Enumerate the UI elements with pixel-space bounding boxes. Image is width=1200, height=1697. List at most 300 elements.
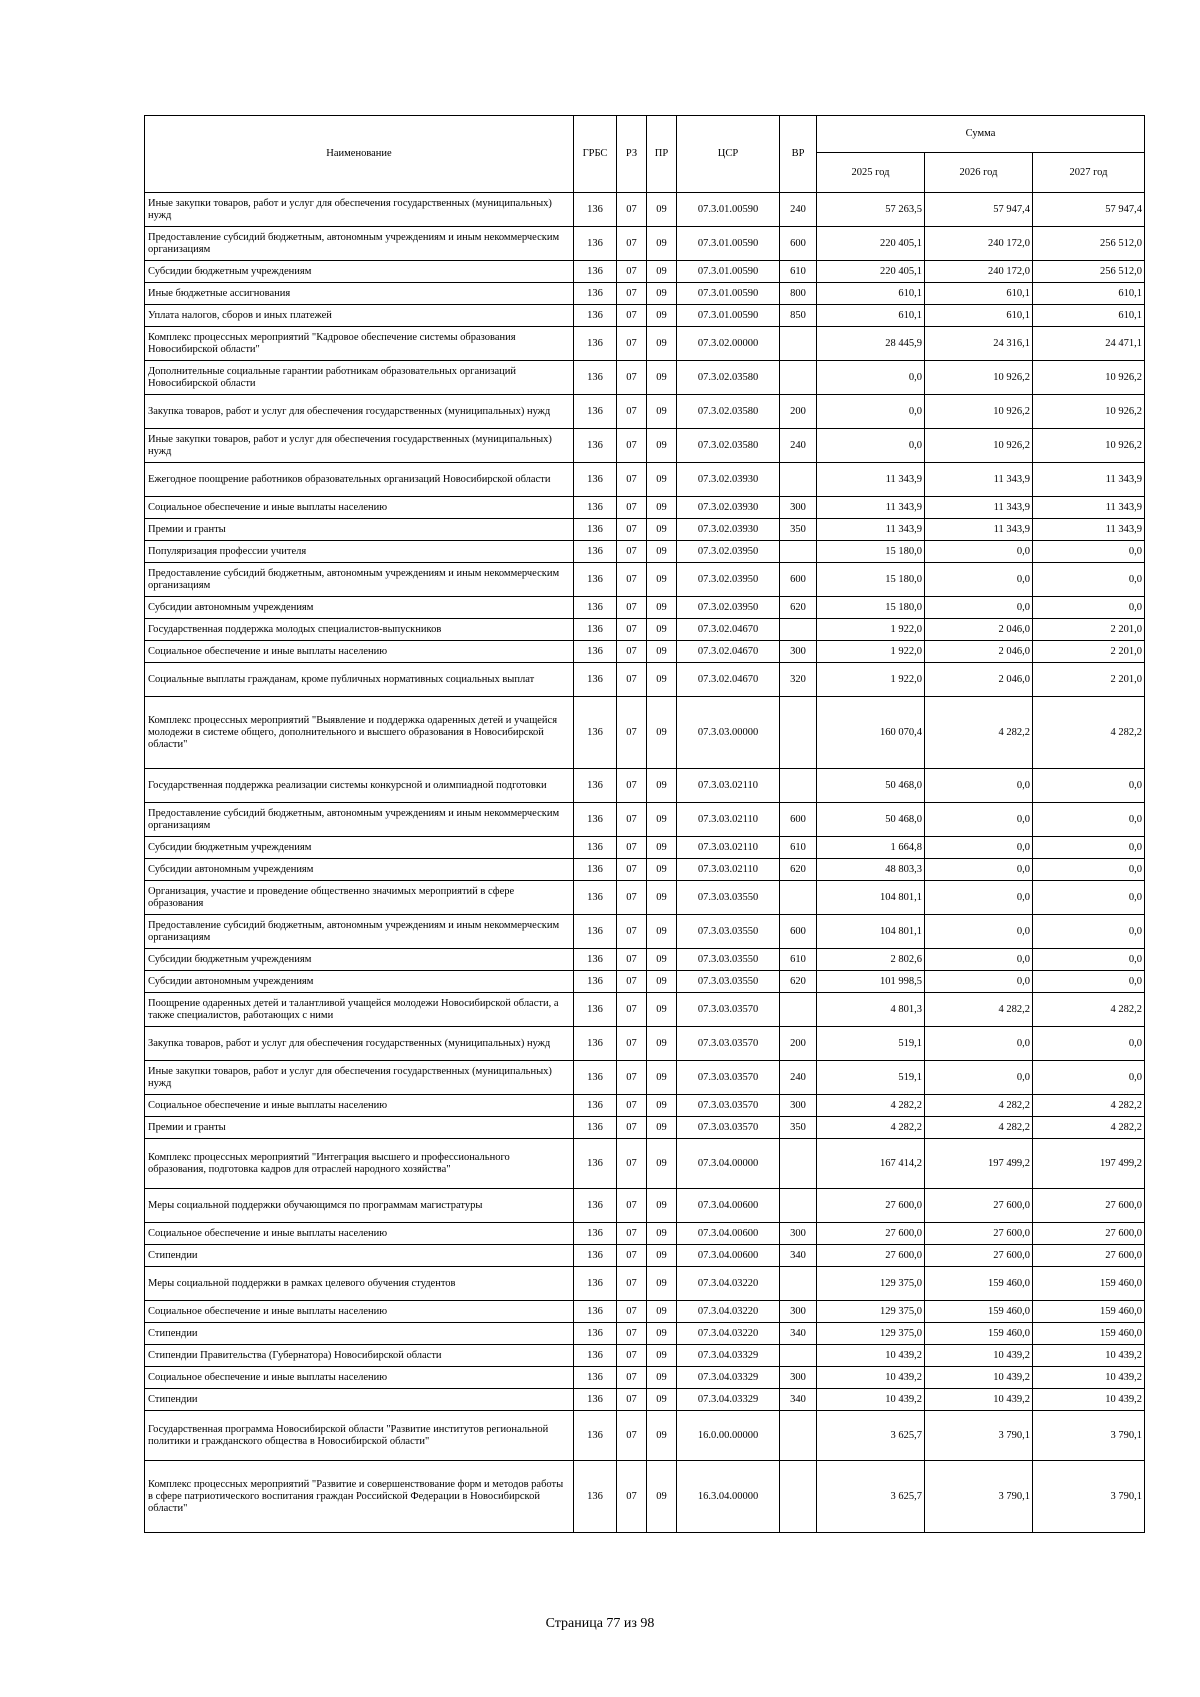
row-value-2027: 0,0: [1033, 837, 1145, 859]
row-name: Государственная программа Новосибирской области "Развитие институтов региональной политики и гражданского общества в Новосибирской области": [145, 1411, 574, 1461]
row-rz: 07: [617, 283, 647, 305]
table-row: [145, 915, 1145, 949]
row-grbs: 136: [574, 1027, 617, 1061]
row-rz: 07: [617, 327, 647, 361]
row-csr: 07.3.02.03930: [677, 497, 780, 519]
row-value-2026: 10 926,2: [925, 429, 1033, 463]
header-rz: РЗ: [617, 116, 647, 193]
row-name: Предоставление субсидий бюджетным, автономным учреждениям и иным некоммерческим организациям: [145, 563, 574, 597]
row-value-2026: 0,0: [925, 915, 1033, 949]
row-vr: 240: [780, 1061, 817, 1095]
row-name: Иные закупки товаров, работ и услуг для обеспечения государственных (муниципальных) нужд: [145, 1061, 574, 1095]
row-vr: 350: [780, 1117, 817, 1139]
row-csr: 07.3.03.03570: [677, 1117, 780, 1139]
row-vr: 600: [780, 803, 817, 837]
row-name: Субсидии автономным учреждениям: [145, 971, 574, 993]
table-row: [145, 1117, 1145, 1139]
row-vr: [780, 541, 817, 563]
row-vr: [780, 619, 817, 641]
row-name: Организация, участие и проведение общественно значимых мероприятий в сфере образования: [145, 881, 574, 915]
table-row: [145, 1267, 1145, 1301]
row-value-2027: 10 439,2: [1033, 1389, 1145, 1411]
row-rz: 07: [617, 1061, 647, 1095]
row-csr: 07.3.03.02110: [677, 769, 780, 803]
row-rz: 07: [617, 769, 647, 803]
row-rz: 07: [617, 563, 647, 597]
row-value-2025: 27 600,0: [817, 1189, 925, 1223]
row-grbs: 136: [574, 597, 617, 619]
row-grbs: 136: [574, 1323, 617, 1345]
table-row: [145, 327, 1145, 361]
row-vr: 300: [780, 1223, 817, 1245]
row-pr: 09: [647, 1301, 677, 1323]
row-grbs: 136: [574, 563, 617, 597]
row-value-2025: 1 922,0: [817, 641, 925, 663]
row-vr: [780, 1461, 817, 1533]
row-value-2025: 220 405,1: [817, 227, 925, 261]
row-vr: 610: [780, 837, 817, 859]
row-rz: 07: [617, 915, 647, 949]
row-value-2025: 0,0: [817, 395, 925, 429]
table-row: [145, 837, 1145, 859]
row-value-2025: 1 664,8: [817, 837, 925, 859]
row-value-2027: 27 600,0: [1033, 1223, 1145, 1245]
row-value-2027: 4 282,2: [1033, 993, 1145, 1027]
table-row: [145, 1189, 1145, 1223]
row-grbs: 136: [574, 261, 617, 283]
row-value-2027: 0,0: [1033, 915, 1145, 949]
row-pr: 09: [647, 463, 677, 497]
row-value-2025: 3 625,7: [817, 1411, 925, 1461]
row-pr: 09: [647, 859, 677, 881]
row-name: Стипендии: [145, 1323, 574, 1345]
table-row: [145, 1245, 1145, 1267]
row-value-2027: 27 600,0: [1033, 1245, 1145, 1267]
row-value-2025: 27 600,0: [817, 1245, 925, 1267]
row-value-2025: 10 439,2: [817, 1345, 925, 1367]
row-rz: 07: [617, 361, 647, 395]
row-pr: 09: [647, 497, 677, 519]
row-value-2025: 11 343,9: [817, 497, 925, 519]
row-value-2027: 2 201,0: [1033, 663, 1145, 697]
row-vr: 300: [780, 1095, 817, 1117]
row-grbs: 136: [574, 1189, 617, 1223]
table-row: [145, 227, 1145, 261]
row-value-2027: 159 460,0: [1033, 1301, 1145, 1323]
row-value-2025: 1 922,0: [817, 619, 925, 641]
row-value-2026: 159 460,0: [925, 1267, 1033, 1301]
row-vr: 340: [780, 1245, 817, 1267]
row-value-2027: 10 926,2: [1033, 395, 1145, 429]
row-vr: 800: [780, 283, 817, 305]
row-value-2027: 0,0: [1033, 541, 1145, 563]
row-name: Стипендии: [145, 1389, 574, 1411]
header-year-2025: 2025 год: [817, 153, 925, 193]
row-value-2026: 2 046,0: [925, 619, 1033, 641]
row-vr: 300: [780, 1301, 817, 1323]
row-name: Субсидии автономным учреждениям: [145, 859, 574, 881]
row-value-2026: 11 343,9: [925, 497, 1033, 519]
row-pr: 09: [647, 305, 677, 327]
row-value-2026: 10 926,2: [925, 395, 1033, 429]
row-name: Социальное обеспечение и иные выплаты населению: [145, 1223, 574, 1245]
table-row: [145, 1061, 1145, 1095]
row-value-2026: 0,0: [925, 1061, 1033, 1095]
row-pr: 09: [647, 283, 677, 305]
row-pr: 09: [647, 881, 677, 915]
row-csr: 07.3.02.03950: [677, 563, 780, 597]
row-value-2025: 610,1: [817, 305, 925, 327]
row-pr: 09: [647, 519, 677, 541]
row-csr: 07.3.03.03550: [677, 881, 780, 915]
row-pr: 09: [647, 1061, 677, 1095]
row-value-2026: 240 172,0: [925, 261, 1033, 283]
row-value-2025: 2 802,6: [817, 949, 925, 971]
table-row: [145, 769, 1145, 803]
row-value-2025: 220 405,1: [817, 261, 925, 283]
row-name: Социальное обеспечение и иные выплаты населению: [145, 1367, 574, 1389]
row-vr: 320: [780, 663, 817, 697]
row-grbs: 136: [574, 993, 617, 1027]
row-pr: 09: [647, 1223, 677, 1245]
row-value-2026: 4 282,2: [925, 697, 1033, 769]
row-pr: 09: [647, 1095, 677, 1117]
row-name: Социальные выплаты гражданам, кроме публичных нормативных социальных выплат: [145, 663, 574, 697]
row-name: Иные закупки товаров, работ и услуг для обеспечения государственных (муниципальных) нужд: [145, 429, 574, 463]
row-rz: 07: [617, 1411, 647, 1461]
row-csr: 07.3.04.00000: [677, 1139, 780, 1189]
row-csr: 07.3.01.00590: [677, 261, 780, 283]
row-pr: 09: [647, 395, 677, 429]
row-value-2025: 519,1: [817, 1027, 925, 1061]
row-name: Закупка товаров, работ и услуг для обеспечения государственных (муниципальных) нужд: [145, 1027, 574, 1061]
row-csr: 07.3.03.02110: [677, 803, 780, 837]
row-vr: [780, 1267, 817, 1301]
table-row: [145, 361, 1145, 395]
row-value-2025: 11 343,9: [817, 519, 925, 541]
row-csr: 07.3.04.00600: [677, 1223, 780, 1245]
row-value-2025: 519,1: [817, 1061, 925, 1095]
row-value-2026: 4 282,2: [925, 1117, 1033, 1139]
table-row: [145, 541, 1145, 563]
row-grbs: 136: [574, 881, 617, 915]
row-value-2027: 0,0: [1033, 1027, 1145, 1061]
row-rz: 07: [617, 463, 647, 497]
row-rz: 07: [617, 881, 647, 915]
table-header: [145, 116, 1145, 193]
row-value-2025: 129 375,0: [817, 1323, 925, 1345]
row-name: Государственная поддержка реализации системы конкурсной и олимпиадной подготовки: [145, 769, 574, 803]
row-pr: 09: [647, 1389, 677, 1411]
row-csr: 07.3.04.03220: [677, 1267, 780, 1301]
row-rz: 07: [617, 497, 647, 519]
row-rz: 07: [617, 949, 647, 971]
row-pr: 09: [647, 993, 677, 1027]
row-value-2025: 15 180,0: [817, 563, 925, 597]
row-value-2025: 610,1: [817, 283, 925, 305]
row-rz: 07: [617, 305, 647, 327]
row-pr: 09: [647, 915, 677, 949]
row-name: Стипендии: [145, 1245, 574, 1267]
row-grbs: 136: [574, 859, 617, 881]
row-pr: 09: [647, 563, 677, 597]
row-name: Социальное обеспечение и иные выплаты населению: [145, 1095, 574, 1117]
row-vr: 300: [780, 497, 817, 519]
row-rz: 07: [617, 1095, 647, 1117]
row-rz: 07: [617, 859, 647, 881]
row-value-2027: 10 926,2: [1033, 361, 1145, 395]
row-csr: 07.3.01.00590: [677, 305, 780, 327]
table-row: [145, 641, 1145, 663]
row-vr: 600: [780, 227, 817, 261]
table-row: [145, 1027, 1145, 1061]
row-rz: 07: [617, 993, 647, 1027]
row-pr: 09: [647, 361, 677, 395]
table-row: [145, 563, 1145, 597]
table-row: [145, 1301, 1145, 1323]
row-csr: 07.3.01.00590: [677, 193, 780, 227]
row-csr: 07.3.02.03930: [677, 463, 780, 497]
row-rz: 07: [617, 193, 647, 227]
row-rz: 07: [617, 1345, 647, 1367]
row-value-2027: 0,0: [1033, 881, 1145, 915]
row-pr: 09: [647, 1027, 677, 1061]
row-csr: 07.3.04.00600: [677, 1189, 780, 1223]
row-value-2026: 2 046,0: [925, 663, 1033, 697]
table-row: [145, 881, 1145, 915]
row-value-2027: 0,0: [1033, 949, 1145, 971]
row-value-2026: 57 947,4: [925, 193, 1033, 227]
row-pr: 09: [647, 1411, 677, 1461]
row-grbs: 136: [574, 1411, 617, 1461]
row-csr: 16.3.04.00000: [677, 1461, 780, 1533]
row-value-2026: 10 439,2: [925, 1345, 1033, 1367]
row-vr: [780, 1345, 817, 1367]
row-rz: 07: [617, 395, 647, 429]
row-value-2026: 0,0: [925, 971, 1033, 993]
row-value-2026: 0,0: [925, 881, 1033, 915]
row-grbs: 136: [574, 1389, 617, 1411]
row-grbs: 136: [574, 1461, 617, 1533]
row-value-2026: 197 499,2: [925, 1139, 1033, 1189]
row-pr: 09: [647, 327, 677, 361]
row-value-2025: 104 801,1: [817, 915, 925, 949]
row-value-2026: 0,0: [925, 1027, 1033, 1061]
row-value-2026: 4 282,2: [925, 1095, 1033, 1117]
table-row: [145, 305, 1145, 327]
row-value-2027: 10 439,2: [1033, 1367, 1145, 1389]
row-csr: 07.3.02.03580: [677, 429, 780, 463]
row-value-2025: 28 445,9: [817, 327, 925, 361]
row-csr: 07.3.02.03580: [677, 395, 780, 429]
row-rz: 07: [617, 1027, 647, 1061]
row-value-2026: 0,0: [925, 563, 1033, 597]
row-value-2026: 10 439,2: [925, 1367, 1033, 1389]
row-vr: 340: [780, 1323, 817, 1345]
table-row: [145, 519, 1145, 541]
row-value-2025: 0,0: [817, 429, 925, 463]
row-rz: 07: [617, 697, 647, 769]
row-csr: 07.3.03.03570: [677, 993, 780, 1027]
row-csr: 07.3.02.04670: [677, 641, 780, 663]
row-csr: 07.3.04.03220: [677, 1301, 780, 1323]
row-pr: 09: [647, 597, 677, 619]
header-pr: ПР: [647, 116, 677, 193]
row-vr: [780, 1139, 817, 1189]
row-value-2027: 10 439,2: [1033, 1345, 1145, 1367]
row-grbs: 136: [574, 1117, 617, 1139]
row-grbs: 136: [574, 1223, 617, 1245]
row-value-2027: 2 201,0: [1033, 641, 1145, 663]
row-value-2025: 3 625,7: [817, 1461, 925, 1533]
row-name: Ежегодное поощрение работников образовательных организаций Новосибирской области: [145, 463, 574, 497]
header-csr: ЦСР: [677, 116, 780, 193]
budget-table-container: [144, 115, 1144, 1533]
row-value-2027: 0,0: [1033, 1061, 1145, 1095]
row-value-2025: 27 600,0: [817, 1223, 925, 1245]
row-name: Комплекс процессных мероприятий "Интеграция высшего и профессионального образования, подготовка кадров для отраслей народного хозяйства": [145, 1139, 574, 1189]
table-row: [145, 1389, 1145, 1411]
row-grbs: 136: [574, 305, 617, 327]
row-name: Предоставление субсидий бюджетным, автономным учреждениям и иным некоммерческим организациям: [145, 915, 574, 949]
table-row: [145, 193, 1145, 227]
row-value-2026: 0,0: [925, 859, 1033, 881]
table-row: [145, 463, 1145, 497]
row-value-2025: 48 803,3: [817, 859, 925, 881]
row-csr: 07.3.03.03570: [677, 1095, 780, 1117]
row-csr: 07.3.03.03550: [677, 971, 780, 993]
row-value-2027: 610,1: [1033, 305, 1145, 327]
row-value-2027: 0,0: [1033, 769, 1145, 803]
row-grbs: 136: [574, 663, 617, 697]
row-value-2025: 15 180,0: [817, 541, 925, 563]
row-value-2025: 10 439,2: [817, 1367, 925, 1389]
row-grbs: 136: [574, 283, 617, 305]
row-name: Комплекс процессных мероприятий "Развитие и совершенствование форм и методов работы в сфере патриотического воспитания граждан Российской Федерации в Новосибирской области": [145, 1461, 574, 1533]
row-rz: 07: [617, 837, 647, 859]
row-value-2025: 50 468,0: [817, 803, 925, 837]
row-grbs: 136: [574, 1301, 617, 1323]
row-grbs: 136: [574, 1245, 617, 1267]
row-csr: 16.0.00.00000: [677, 1411, 780, 1461]
row-value-2025: 1 922,0: [817, 663, 925, 697]
row-value-2025: 4 801,3: [817, 993, 925, 1027]
row-value-2027: 256 512,0: [1033, 227, 1145, 261]
table-row: [145, 497, 1145, 519]
row-name: Премии и гранты: [145, 519, 574, 541]
row-rz: 07: [617, 1367, 647, 1389]
row-vr: 240: [780, 429, 817, 463]
row-grbs: 136: [574, 519, 617, 541]
row-value-2027: 57 947,4: [1033, 193, 1145, 227]
row-grbs: 136: [574, 915, 617, 949]
table-body: [145, 193, 1145, 1533]
table-row: [145, 1461, 1145, 1533]
row-value-2026: 27 600,0: [925, 1189, 1033, 1223]
row-value-2025: 129 375,0: [817, 1267, 925, 1301]
row-csr: 07.3.02.03950: [677, 597, 780, 619]
row-value-2027: 24 471,1: [1033, 327, 1145, 361]
row-name: Премии и гранты: [145, 1117, 574, 1139]
table-row: [145, 1367, 1145, 1389]
row-csr: 07.3.02.04670: [677, 619, 780, 641]
row-value-2027: 0,0: [1033, 563, 1145, 597]
row-pr: 09: [647, 1367, 677, 1389]
row-vr: 200: [780, 1027, 817, 1061]
row-pr: 09: [647, 803, 677, 837]
row-vr: 340: [780, 1389, 817, 1411]
row-csr: 07.3.03.02110: [677, 859, 780, 881]
row-value-2026: 3 790,1: [925, 1461, 1033, 1533]
row-value-2026: 4 282,2: [925, 993, 1033, 1027]
table-row: [145, 283, 1145, 305]
row-pr: 09: [647, 193, 677, 227]
header-name: Наименование: [145, 116, 574, 193]
row-value-2026: 2 046,0: [925, 641, 1033, 663]
table-row: [145, 803, 1145, 837]
table-row: [145, 663, 1145, 697]
row-value-2025: 160 070,4: [817, 697, 925, 769]
header-vr: ВР: [780, 116, 817, 193]
row-value-2026: 27 600,0: [925, 1245, 1033, 1267]
row-vr: 600: [780, 563, 817, 597]
row-rz: 07: [617, 1245, 647, 1267]
row-pr: 09: [647, 1345, 677, 1367]
row-grbs: 136: [574, 395, 617, 429]
table-row: [145, 429, 1145, 463]
row-pr: 09: [647, 837, 677, 859]
row-value-2025: 101 998,5: [817, 971, 925, 993]
row-value-2026: 0,0: [925, 769, 1033, 803]
row-grbs: 136: [574, 429, 617, 463]
row-pr: 09: [647, 619, 677, 641]
row-pr: 09: [647, 1117, 677, 1139]
row-csr: 07.3.02.04670: [677, 663, 780, 697]
row-name: Субсидии бюджетным учреждениям: [145, 949, 574, 971]
row-name: Социальное обеспечение и иные выплаты населению: [145, 1301, 574, 1323]
row-value-2026: 610,1: [925, 305, 1033, 327]
row-value-2027: 159 460,0: [1033, 1323, 1145, 1345]
row-name: Комплекс процессных мероприятий "Выявление и поддержка одаренных детей и учащейся молодежи в системе общего, дополнительного и высшего образования в Новосибирской области": [145, 697, 574, 769]
row-value-2025: 15 180,0: [817, 597, 925, 619]
row-value-2027: 256 512,0: [1033, 261, 1145, 283]
row-value-2027: 159 460,0: [1033, 1267, 1145, 1301]
row-value-2025: 57 263,5: [817, 193, 925, 227]
row-vr: 620: [780, 597, 817, 619]
row-value-2025: 4 282,2: [817, 1117, 925, 1139]
row-csr: 07.3.04.00600: [677, 1245, 780, 1267]
row-value-2025: 50 468,0: [817, 769, 925, 803]
row-rz: 07: [617, 227, 647, 261]
row-pr: 09: [647, 541, 677, 563]
row-name: Государственная поддержка молодых специалистов-выпускников: [145, 619, 574, 641]
row-value-2026: 10 926,2: [925, 361, 1033, 395]
row-value-2027: 3 790,1: [1033, 1461, 1145, 1533]
row-rz: 07: [617, 597, 647, 619]
row-pr: 09: [647, 697, 677, 769]
row-rz: 07: [617, 261, 647, 283]
budget-table: [144, 115, 1145, 1533]
row-vr: 600: [780, 915, 817, 949]
row-csr: 07.3.02.03580: [677, 361, 780, 395]
row-value-2025: 11 343,9: [817, 463, 925, 497]
row-value-2026: 0,0: [925, 597, 1033, 619]
table-row: [145, 1139, 1145, 1189]
row-value-2026: 0,0: [925, 949, 1033, 971]
table-row: [145, 1323, 1145, 1345]
row-name: Меры социальной поддержки в рамках целевого обучения студентов: [145, 1267, 574, 1301]
row-name: Иные закупки товаров, работ и услуг для обеспечения государственных (муниципальных) нужд: [145, 193, 574, 227]
